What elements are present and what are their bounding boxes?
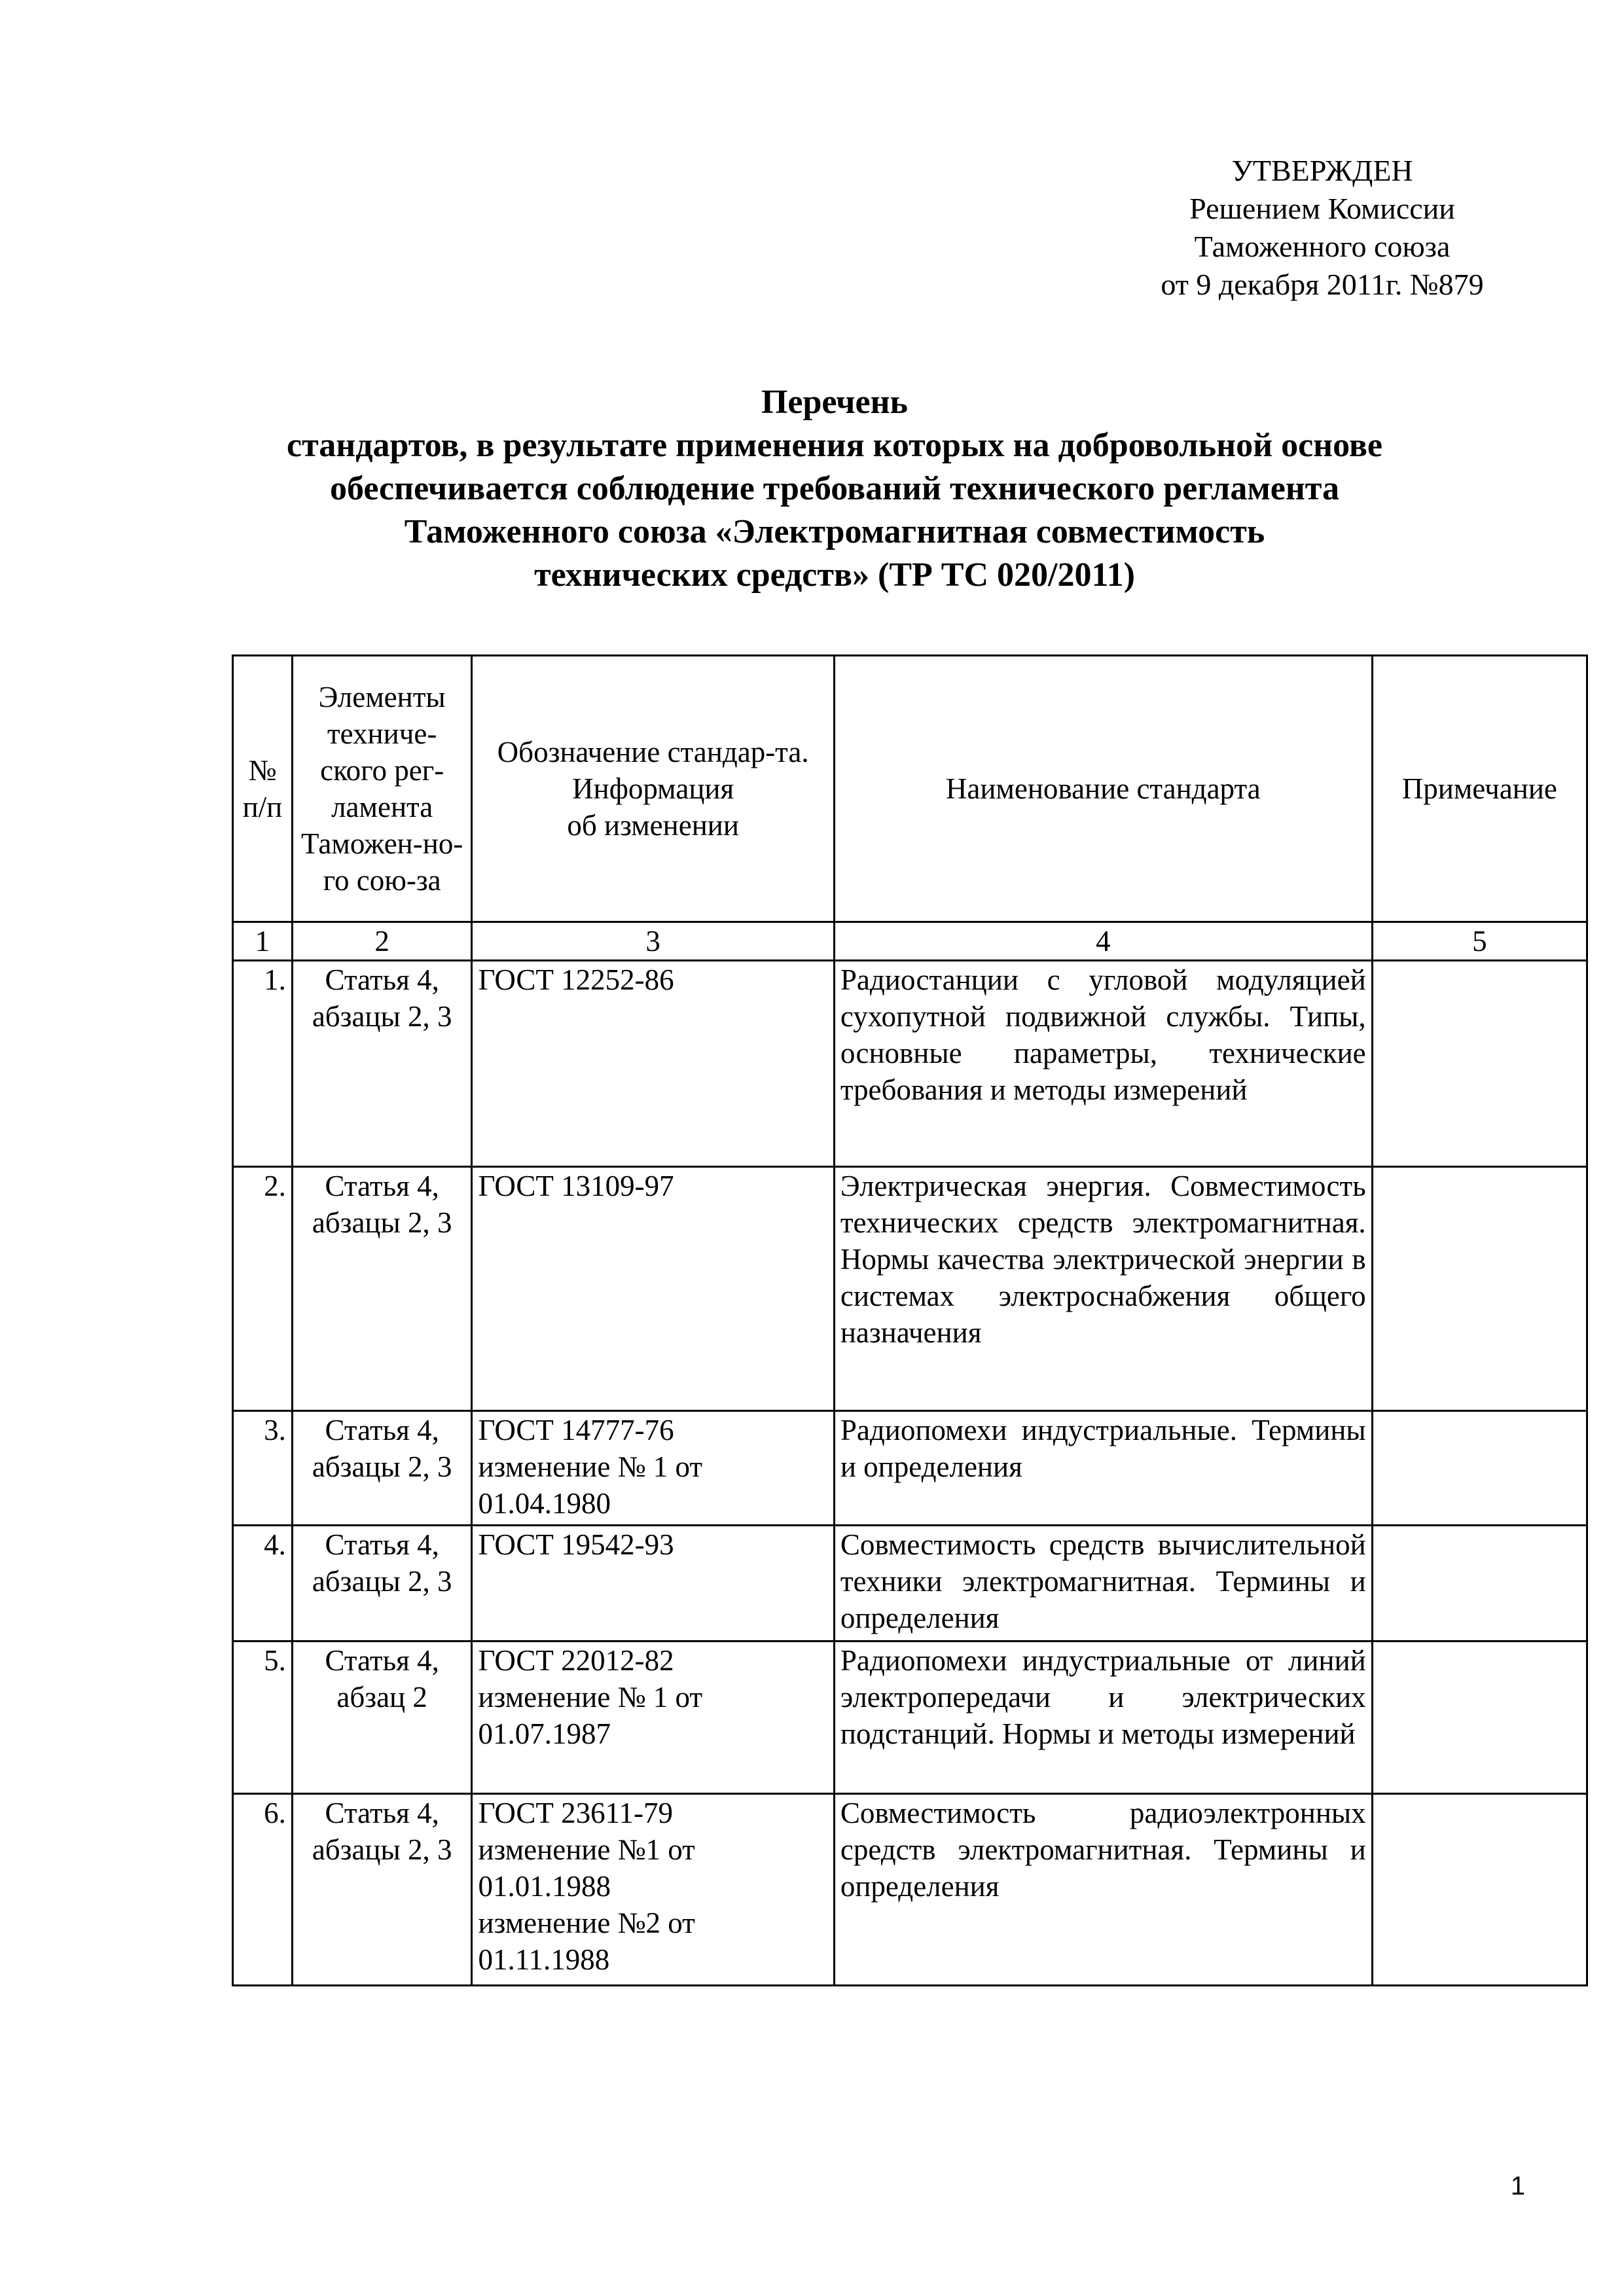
row-element: Статья 4, абзацы 2, 3: [292, 961, 472, 1167]
title-line: Перечень: [761, 384, 909, 421]
row-standard-name: Радиопомехи индустриальные от линий электропередачи и электрических подстанций. Нормы и методы измерений: [834, 1641, 1372, 1794]
row-element: Статья 4, абзацы 2, 3: [292, 1794, 472, 1986]
designation-line: изменение №2 от 01.11.1988: [478, 1907, 695, 1976]
row-number: 2.: [233, 1167, 293, 1411]
row-designation: [472, 1526, 834, 1641]
table-row: [233, 1526, 1587, 1641]
designation-line: ГОСТ 23611-79: [478, 1797, 673, 1829]
title-line: обеспечивается соблюдение требований технического регламента: [330, 470, 1339, 507]
row-designation: [472, 1641, 834, 1794]
column-number: 5: [1372, 922, 1587, 961]
header-designation-line: Обозначение стандар-та.: [497, 736, 809, 768]
row-designation: [472, 1411, 834, 1526]
row-standard-name: Совместимость средств вычислительной техники электромагнитная. Термины и определения: [834, 1526, 1372, 1641]
approval-line: Решением Комиссии: [1189, 192, 1455, 225]
row-note: [1372, 1526, 1587, 1641]
row-note: [1372, 1167, 1587, 1411]
table-row: [233, 1411, 1587, 1526]
row-number: 4.: [233, 1526, 293, 1641]
row-number: 1.: [233, 961, 293, 1167]
title-line: технических средств» (ТР ТС 020/2011): [534, 556, 1135, 594]
page-number: 1: [1510, 2172, 1525, 2200]
column-number: 1: [233, 922, 293, 961]
row-element: Статья 4, абзац 2: [292, 1641, 472, 1794]
row-note: [1372, 1411, 1587, 1526]
row-note: [1372, 961, 1587, 1167]
designation-line: изменение № 1 от 01.07.1987: [478, 1681, 703, 1750]
row-number: 5.: [233, 1641, 293, 1794]
row-number: 6.: [233, 1794, 293, 1986]
row-standard-name: Радиостанции с угловой модуляцией сухопутной подвижной службы. Типы, основные параметры, технические требования и методы измерений: [834, 961, 1372, 1167]
approval-block: [1087, 152, 1558, 304]
row-standard-name: Электрическая энергия. Совместимость технических средств электромагнитная. Нормы качества электрической энергии в системах электроснабжения общего назначения: [834, 1167, 1372, 1411]
row-designation: [472, 961, 834, 1167]
column-number: 2: [292, 922, 472, 961]
column-number-row: [233, 922, 1587, 961]
header-name: Наименование стандарта: [834, 656, 1372, 922]
approval-line: от 9 декабря 2011г. №879: [1161, 268, 1484, 301]
approval-line: УТВЕРЖДЕН: [1231, 154, 1413, 187]
header-designation-line: Информация: [572, 772, 734, 805]
row-designation: [472, 1167, 834, 1411]
designation-line: изменение №1 от 01.01.1988: [478, 1833, 695, 1903]
column-number: 4: [834, 922, 1372, 961]
designation-line: ГОСТ 14777-76: [478, 1414, 674, 1446]
header-number: № п/п: [233, 656, 293, 922]
row-note: [1372, 1641, 1587, 1794]
designation-line: ГОСТ 22012-82: [478, 1644, 674, 1677]
table-row: [233, 961, 1587, 1167]
designation-line: ГОСТ 13109-97: [478, 1170, 674, 1202]
standards-table: [232, 655, 1588, 1986]
designation-line: ГОСТ 19542-93: [478, 1528, 674, 1561]
designation-line: изменение № 1 от 01.04.1980: [478, 1450, 703, 1520]
row-element: Статья 4, абзацы 2, 3: [292, 1526, 472, 1641]
row-note: [1372, 1794, 1587, 1986]
document-title: [196, 381, 1473, 597]
header-elements: Элементы техниче-ского рег-ламента Таможен-но-го сою-за: [292, 656, 472, 922]
row-designation: [472, 1794, 834, 1986]
row-element: Статья 4, абзацы 2, 3: [292, 1167, 472, 1411]
header-note: Примечание: [1372, 656, 1587, 922]
column-number: 3: [472, 922, 834, 961]
row-standard-name: Совместимость радиоэлектронных средств электромагнитная. Термины и определения: [834, 1794, 1372, 1986]
title-line: стандартов, в результате применения которых на добровольной основе: [287, 427, 1382, 464]
table-row: [233, 1794, 1587, 1986]
approval-line: Таможенного союза: [1194, 230, 1451, 263]
table-row: [233, 1641, 1587, 1794]
table-row: [233, 1167, 1587, 1411]
header-designation: [472, 656, 834, 922]
header-designation-line: об изменении: [567, 809, 739, 842]
designation-line: ГОСТ 12252-86: [478, 963, 674, 996]
row-number: 3.: [233, 1411, 293, 1526]
table-header-row: [233, 656, 1587, 922]
title-line: Таможенного союза «Электромагнитная совместимость: [404, 513, 1265, 550]
row-standard-name: Радиопомехи индустриальные. Термины и определения: [834, 1411, 1372, 1526]
row-element: Статья 4, абзацы 2, 3: [292, 1411, 472, 1526]
